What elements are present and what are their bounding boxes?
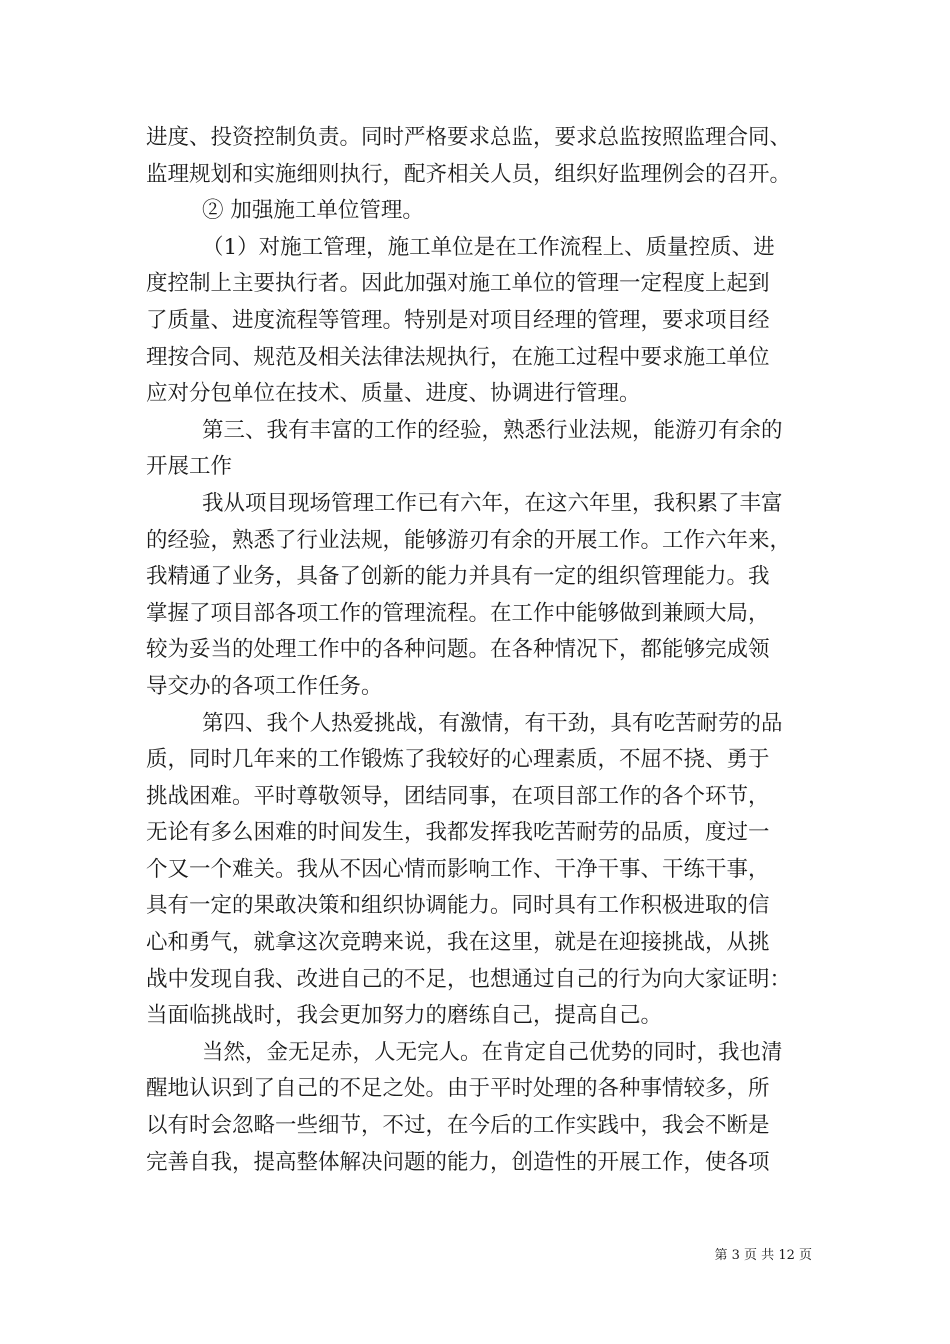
body-text-line: 醒地认识到了自己的不足之处。由于平时处理的各种事情较多，所 (146, 1076, 770, 1102)
body-text-line: （1）对施工管理，施工单位是在工作流程上、质量控质、进 (202, 234, 775, 260)
body-text-line: 第四、我个人热爱挑战，有激情，有干劲，具有吃苦耐劳的品 (202, 710, 783, 736)
body-text-line: 当面临挑战时，我会更加努力的磨练自己，提高自己。 (146, 1003, 663, 1029)
body-text-line: 开展工作 (146, 454, 233, 480)
body-text-line: 挑战困难。平时尊敬领导，团结同事，在项目部工作的各个环节， (146, 783, 770, 809)
body-text-line: 第三、我有丰富的工作的经验，熟悉行业法规，能游刃有余的 (202, 417, 783, 443)
body-text-line: 的经验，熟悉了行业法规，能够游刃有余的开展工作。工作六年来， (146, 527, 792, 553)
body-text-line: 具有一定的果敢决策和组织协调能力。同时具有工作积极进取的信 (146, 893, 770, 919)
body-text-line: 我从项目现场管理工作已有六年，在这六年里，我积累了丰富 (202, 490, 783, 516)
body-text-line: 以有时会忽略一些细节，不过，在今后的工作实践中，我会不断是 (146, 1113, 770, 1139)
document-body (146, 120, 812, 1181)
body-text-line: 了质量、进度流程等管理。特别是对项目经理的管理，要求项目经 (146, 307, 770, 333)
body-text-line: 当然，金无足赤，人无完人。在肯定自己优势的同时，我也清 (202, 1039, 783, 1065)
body-text-line: 无论有多么困难的时间发生，我都发挥我吃苦耐劳的品质，度过一 (146, 820, 770, 846)
body-text-line: 掌握了项目部各项工作的管理流程。在工作中能够做到兼顾大局， (146, 600, 770, 626)
body-text-line: 进度、投资控制负责。同时严格要求总监，要求总监按照监理合同、 (146, 125, 792, 150)
body-text-line: 较为妥当的处理工作中的各种问题。在各种情况下，都能够完成领 (146, 637, 770, 663)
body-text-line: ② 加强施工单位管理。 (202, 198, 424, 224)
body-text-line: 完善自我，提高整体解决问题的能力，创造性的开展工作，使各项 (146, 1149, 770, 1175)
page-number: 第 3 页 共 12 页 (714, 1248, 812, 1263)
body-text-line: 心和勇气，就拿这次竞聘来说，我在这里，就是在迎接挑战，从挑 (146, 930, 770, 956)
body-text-line: 战中发现自我、改进自己的不足，也想通过自己的行为向大家证明： (146, 966, 792, 992)
body-text-line: 导交办的各项工作任务。 (146, 673, 383, 699)
body-text-line: 理按合同、规范及相关法律法规执行，在施工过程中要求施工单位 (146, 344, 770, 370)
body-text-line: 个又一个难关。我从不因心情而影响工作、干净干事、干练干事， (146, 856, 770, 882)
body-text-line: 我精通了业务，具备了创新的能力并具有一定的组织管理能力。我 (146, 564, 770, 590)
body-text-line: 监理规划和实施细则执行，配齐相关人员，组织好监理例会的召开。 (146, 161, 792, 187)
body-text-line: 应对分包单位在技术、质量、进度、协调进行管理。 (146, 381, 641, 407)
body-text-line: 质，同时几年来的工作锻炼了我较好的心理素质，不屈不挠、勇于 (146, 747, 770, 773)
body-text-line: 度控制上主要执行者。因此加强对施工单位的管理一定程度上起到 (146, 271, 770, 297)
